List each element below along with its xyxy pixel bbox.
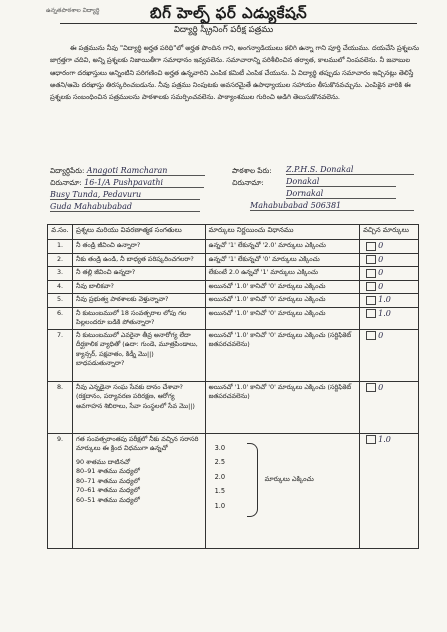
- table-row: [48, 240, 419, 254]
- scale-value: 2.0: [214, 472, 226, 481]
- row-question: నీ తల్లి జీవించి ఉన్నదా?: [72, 267, 205, 281]
- student-name-label: విద్యార్థిపేరు:: [50, 166, 85, 175]
- row-number: 5.: [48, 294, 73, 308]
- row-marking: ఉన్నచో '1' లేకున్నచో '0' మార్కులు ఎక్కించు: [205, 253, 359, 267]
- row-number: 4.: [48, 280, 73, 294]
- marks-box[interactable]: [366, 255, 376, 264]
- scale-value: 1.5: [214, 487, 226, 495]
- row-marks-cell: [360, 294, 419, 308]
- row-marks-cell: [360, 433, 419, 548]
- row-marks-cell: [360, 253, 419, 267]
- district-value[interactable]: Donakal: [286, 177, 396, 187]
- row-score: 0: [378, 281, 384, 291]
- row-marks-cell: [360, 240, 419, 254]
- table-row: [48, 280, 419, 294]
- address-value-2[interactable]: Busy Tunda, Pedavuru: [50, 190, 200, 200]
- scale-value: 1.0: [214, 501, 226, 510]
- row-number: 3.: [48, 267, 73, 281]
- row-score: 1.0: [378, 308, 391, 318]
- title-divider: [60, 23, 417, 24]
- table-row: [48, 307, 419, 329]
- row-marking: అయినచో '1.0' కానిచో '0' మార్కులు ఎక్కించు (సర్టిఫికెట్ జతపరచవలెను): [205, 329, 359, 381]
- address-row-3: [50, 202, 419, 214]
- row-score: 0: [378, 241, 384, 250]
- header-serial: వ.సం.: [48, 225, 73, 240]
- row-marking: అయినచో '1.0' కానిచో '0' మార్కులు ఎక్కించు (సర్టిఫికెట్ జతపరచవలెను): [205, 381, 359, 433]
- header-question: ప్రశ్నలు మరియు వివరణాత్మక సంగతులు: [72, 225, 205, 240]
- grade-band: 70–61 శాతము మధ్యలో: [75, 486, 140, 494]
- page-subtitle: విద్యార్థి స్క్రీనింగ్ పరీక్ష పత్రము: [173, 25, 274, 35]
- student-details: [50, 166, 419, 214]
- row-question: నీ కుటుంబములో 18 సంవత్సరాల లోపు గల పిల్లలందరూ బడికి పోతున్నారా?: [72, 307, 205, 329]
- row-question: నీ కుటుంబములో ఎవరైనా తీవ్ర అనారోగ్య లేదా దీర్ఘకాలిక వ్యాధితో (ఉదా: గుండె, మూత్రపిండాలు, క్యాన్సర్, పక్షవాతం, కిడ్నీ మొ||) బాధపడుతున్నారా?: [72, 329, 205, 381]
- grade-scale: [209, 435, 356, 547]
- row-marks-cell: [360, 329, 419, 381]
- row-score: 0: [378, 330, 384, 340]
- row-score: 0: [378, 268, 384, 277]
- marks-box[interactable]: [366, 331, 376, 340]
- brace-icon: [247, 443, 258, 517]
- row-number: 2.: [48, 253, 73, 267]
- pin-value[interactable]: Mahabubabad 506381: [250, 201, 414, 211]
- marks-box[interactable]: [366, 242, 376, 251]
- intro-paragraph: ఈ పత్రమును నీవు "విద్యార్థి అర్హత పరిధి"లో అర్హత పొందిన గాని, అంగన్వాడియులు కలిగి ఉన్నా గాని పూర్తి చేయుము. దయచేసి ప్రశ్నలను జాగ్రత్తగా చదివి, అన్ని ప్రశ్నలకు నిజాయితీగా సమాధానం ఇవ్వవలెను. సమాచారాన్ని పరిశీలించిన తర్వాత, కాలములో నింపవలెను. నీ జవాబుల ఆధారంగా దరఖాస్తులు అన్నింటిని పరిగణించి అర్హత ఉన్నవారిని ఎంపిక కమిటీ ఎంపిక చేయును. ఏ విద్యార్థి తప్పుడు సమాచారం ఇచ్చినట్లు తెలిస్తే అతని/ఆమె దరఖాస్తు తిరస్కరించబడును. నీవు పత్రము నింపుటకు అవసరమైతే ఉపాధ్యాయుల సహాయం తీసుకొనవచ్చును. ఎంపికైన వారికి ఈ ప్రశ్నలకు సంబంధించిన పత్రములను పాఠశాలకు సమర్పించవలెను. పాఠ్యాంశముల గురించి అడిగి తెలుసుకొనవలెను.: [50, 44, 419, 102]
- student-name-value[interactable]: Anagoti Ramcharan: [87, 166, 205, 176]
- table-row: [48, 253, 419, 267]
- header-marking-method: మార్కులు నిర్ణయించు విధానము: [205, 225, 359, 240]
- row-marking: అయినచో '1.0' కానిచో '0' మార్కులు ఎక్కించు: [205, 294, 359, 308]
- row-marking: అయినచో '1.0' కానిచో '0' మార్కులు ఎక్కించు: [205, 280, 359, 294]
- scale-value: 2.5: [214, 458, 226, 466]
- row-question: నీవు బాలికవా?: [72, 280, 205, 294]
- marks-box[interactable]: [366, 309, 376, 318]
- row-question: నీవు ప్రభుత్వ పాఠశాలకు వెళ్తున్నావా?: [72, 294, 205, 308]
- scale-values: [215, 441, 226, 514]
- row-marking: అయినచో '1.0' కానిచో '0' మార్కులు ఎక్కించు: [205, 307, 359, 329]
- table-row: [48, 433, 419, 548]
- table-row: [48, 329, 419, 381]
- row-number: 1.: [48, 240, 73, 254]
- table-row: [48, 267, 419, 281]
- grade-band: 80–71 శాతము మధ్యలో: [75, 476, 140, 485]
- screening-table: [47, 224, 419, 549]
- row-marks-cell: [360, 267, 419, 281]
- table-row: [48, 381, 419, 433]
- marks-box[interactable]: [366, 269, 376, 278]
- row-marks-cell: [360, 280, 419, 294]
- row-score: 1.0: [378, 295, 391, 304]
- school-label: పాఠశాల పేరు:: [232, 166, 272, 175]
- page-title: బిగ్ హెల్ప్ ఫర్ ఎడ్యుకేషన్: [150, 4, 308, 22]
- mandal-value[interactable]: Dornakal: [286, 189, 396, 199]
- header-marks: వచ్చిన మార్కులు: [360, 225, 419, 240]
- grade-band: 80–91 శాతము మధ్యలో: [75, 467, 140, 475]
- row-question: [72, 433, 205, 548]
- district-label: చిరునామా:: [232, 178, 264, 187]
- row-marks-cell: [360, 307, 419, 329]
- row-question-text: గత సంవత్సరాంతపు పరీక్షలో నీకు వచ్చిన సరాసరి మార్కులు ఈ క్రింద విధముగా ఉన్నచో: [75, 434, 199, 452]
- row-marking: లేకుంటే 2.0 ఉన్నచో '1' మార్కులు ఎక్కించు: [205, 267, 359, 281]
- address-label: చిరునామా:: [50, 178, 82, 187]
- row-score: 0: [378, 254, 384, 264]
- row-marking: ఉన్నచో '1' లేకున్నచో '2.0' మార్కులు ఎక్కించు: [205, 240, 359, 254]
- marks-box[interactable]: [366, 282, 376, 291]
- row-marking: [205, 433, 359, 548]
- grade-band: 90 శాతము దాటినచో: [75, 457, 130, 466]
- table-header-row: [48, 225, 419, 240]
- school-value[interactable]: Z.P.H.S. Donakal: [286, 165, 414, 175]
- address-value-1[interactable]: 16-1/A Pushpavathi: [84, 178, 204, 188]
- scale-value: 3.0: [214, 443, 226, 452]
- row-question: నీ తండ్రి జీవించి ఉన్నారా?: [72, 240, 205, 254]
- row-question: నీకు తండ్రి ఉండి, నీ బాధ్యత పరిష్కరించగలరా?: [72, 253, 205, 267]
- address-value-3[interactable]: Guda Mahabubabad: [50, 202, 200, 212]
- row-question: నీవు ఎన్నడైనా సంఘ సేవకు దానం చేశావా? (రక్తదానం, పర్యావరణ పరిరక్షణ, ఆరోగ్య అవగాహన శిబిరాలు, సేవా సంస్థలలో సేవ మొ||): [72, 381, 205, 433]
- marks-box[interactable]: [366, 383, 376, 392]
- marks-box[interactable]: [366, 296, 376, 305]
- row-number: 9.: [48, 433, 73, 548]
- row-marks-cell: [360, 381, 419, 433]
- row-number: 6.: [48, 307, 73, 329]
- row-number: 7.: [48, 329, 73, 381]
- row-score: 1.0: [378, 434, 391, 444]
- top-note: ఉన్నతపాఠశాల విద్యార్థి: [46, 7, 100, 14]
- row-number: 8.: [48, 381, 73, 433]
- table-row: [48, 294, 419, 308]
- row-score: 0: [378, 382, 384, 392]
- grade-band: 60–51 శాతము మధ్యలో: [75, 495, 140, 504]
- scale-label: మార్కులు ఎక్కించు: [264, 474, 314, 483]
- marks-box[interactable]: [366, 435, 376, 444]
